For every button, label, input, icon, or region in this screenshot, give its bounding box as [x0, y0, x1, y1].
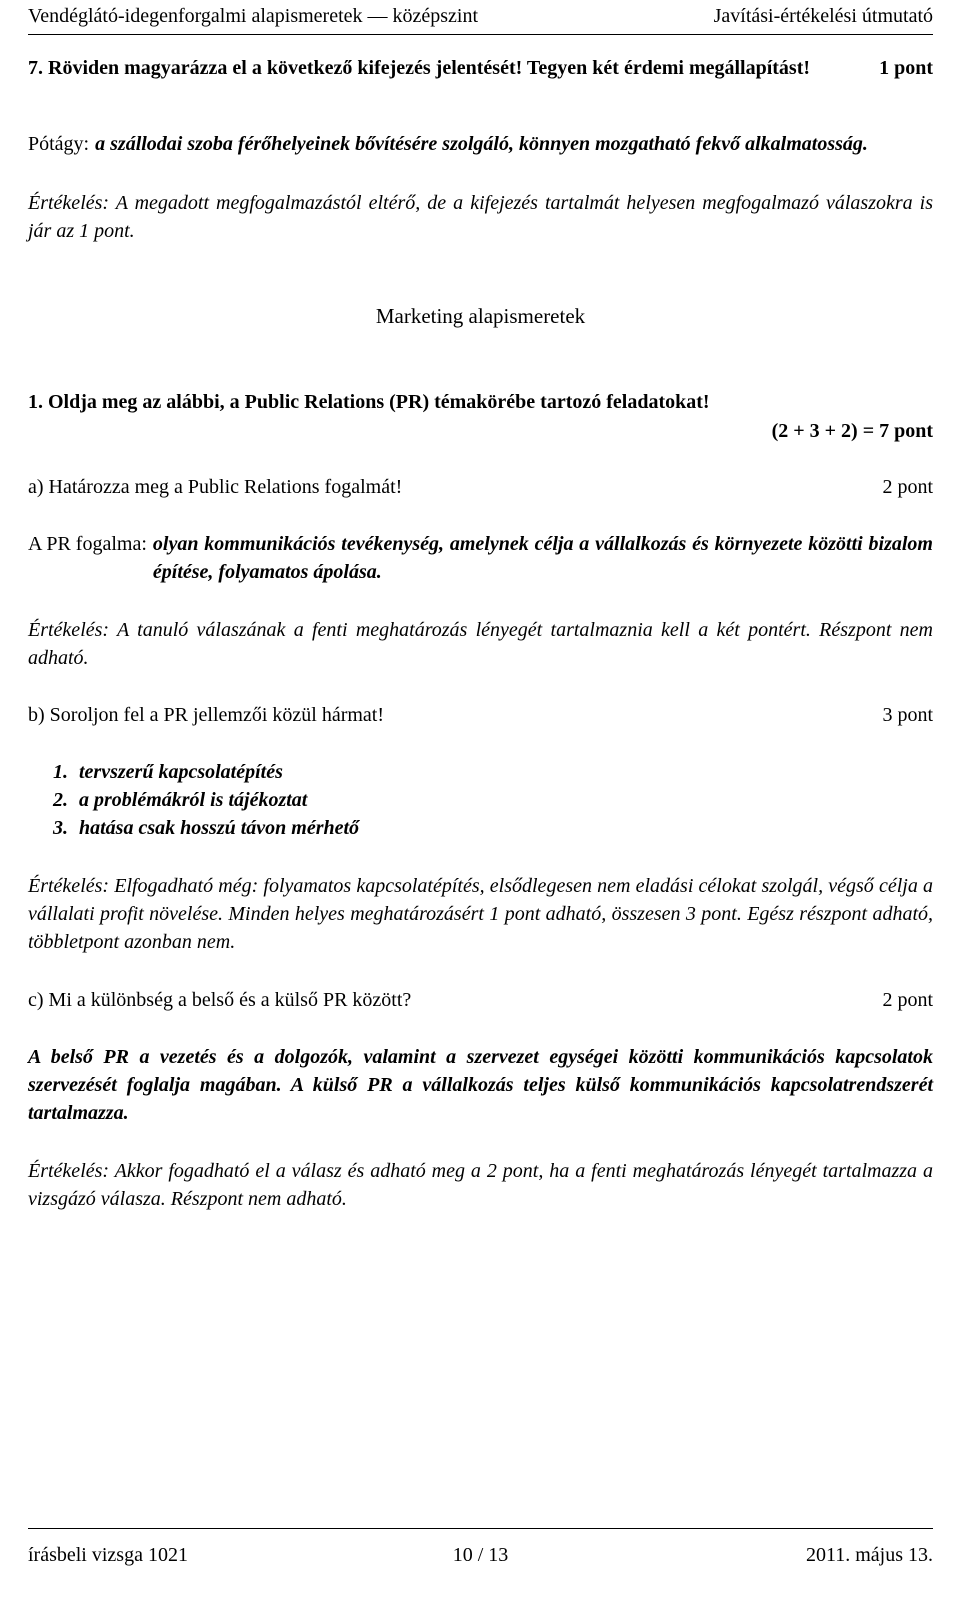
qc-row	[28, 986, 933, 1014]
qc-question: c) Mi a különbség a belső és a külső PR között?	[28, 989, 412, 1011]
qb-answer-list-wrap	[28, 758, 933, 842]
q7-answer-label: Pótágy:	[28, 133, 90, 155]
list-item: 3. hatása csak hosszú távon mérhető	[73, 814, 933, 842]
section-title: Marketing alapismeretek	[375, 304, 586, 328]
qb-question: b) Soroljon fel a PR jellemzői közül hármat!	[28, 704, 385, 726]
qa-answer-text: olyan kommunikációs tevékenység, amelynek célja a vállalkozás és környezete közötti bizalom építése, folyamatos ápolása.	[152, 533, 933, 583]
qa-question: a) Határozza meg a Public Relations fogalmát!	[28, 476, 403, 498]
footer-date: 2011. május 13.	[805, 1544, 934, 1566]
q7-evaluation: Értékelés: A megadott megfogalmazástól eltérő, de a kifejezés tartalmát helyesen megfogalmazó válaszokra is jár az 1 pont.	[28, 192, 933, 242]
list-item: 2. a problémákról is tájékoztat	[73, 786, 933, 814]
qb-answer-list	[28, 758, 933, 842]
page-footer	[28, 1528, 933, 1573]
qb-row	[28, 701, 933, 729]
q1-points: (2 + 3 + 2) = 7 pont	[771, 420, 933, 442]
list-item: 1. tervszerű kapcsolatépítés	[73, 758, 933, 786]
qa-evaluation: Értékelés: A tanuló válaszának a fenti meghatározás lényegét tartalmaznia kell a két pontért. Részpont nem adható.	[28, 619, 933, 669]
qc-points: 2 pont	[882, 989, 933, 1011]
page-header	[28, 2, 933, 35]
q7-answer	[28, 130, 933, 158]
header-left: Vendéglátó-idegenforgalmi alapismeretek — középszint	[28, 5, 479, 27]
q7-question: 7. Röviden magyarázza el a következő kifejezés jelentését! Tegyen két érdemi megállapítást! 1 pont	[28, 54, 933, 82]
qb-evaluation: Értékelés: Elfogadható még: folyamatos kapcsolatépítés, elsődlegesen nem eladási célokat szolgál, végső célja a vállalati profit növelése. Minden helyes meghatározásért 1 pont adható, összesen 3 pont. Egész részpont adható, többletpont azonban nem.	[28, 875, 933, 953]
q1-title: 1. Oldja meg az alábbi, a Public Relations (PR) témakörébe tartozó feladatokat!	[28, 391, 710, 413]
footer-left: írásbeli vizsga 1021	[28, 1544, 188, 1566]
qc-answer: A belső PR a vezetés és a dolgozók, valamint a szervezet egységei közötti kommunikációs kapcsolatok szervezését foglalja magában. A külső PR a vállalkozás teljes külső kommunikációs kapcsolatrendszerét tartalmazza.	[28, 1046, 933, 1124]
qa-row	[28, 473, 933, 501]
page-number: 10 / 13	[452, 1544, 509, 1566]
qa-points: 2 pont	[882, 476, 933, 498]
q7-answer-text: a szállodai szoba férőhelyeinek bővítésére szolgáló, könnyen mozgatható fekvő alkalmatosság.	[95, 133, 868, 155]
qa-answer	[28, 530, 933, 586]
qc-evaluation: Értékelés: Akkor fogadható el a válasz és adható meg a 2 pont, ha a fenti meghatározás lényegét tartalmazza a vizsgázó válasza. Részpont nem adható.	[28, 1160, 933, 1210]
document-page	[28, 0, 933, 1601]
header-right: Javítási-értékelési útmutató	[713, 5, 933, 27]
qb-points: 3 pont	[882, 704, 933, 726]
q7-points: 1 pont	[879, 57, 933, 79]
qa-answer-label: A PR fogalma:	[28, 533, 147, 555]
